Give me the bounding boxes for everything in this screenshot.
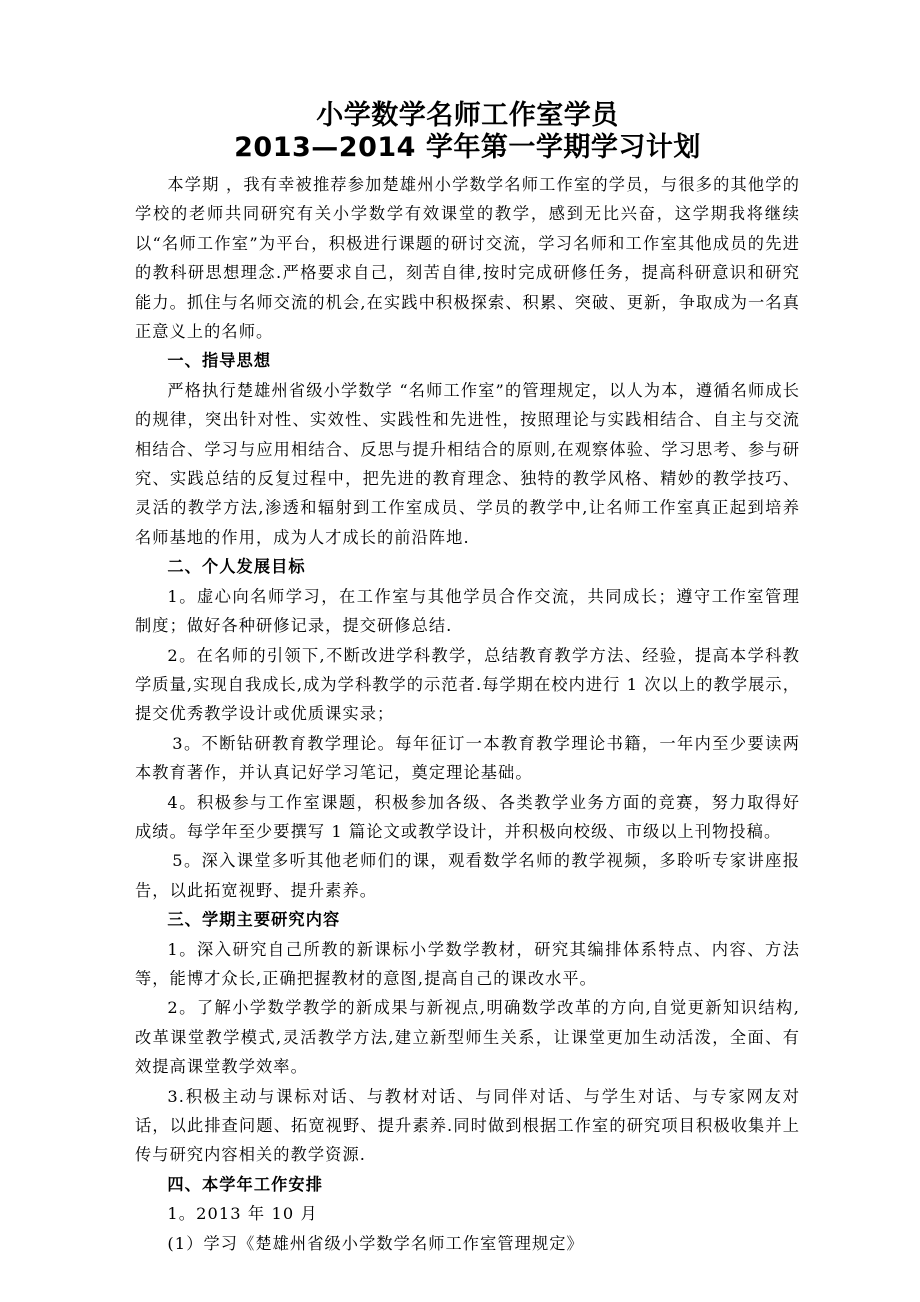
title-line-2: 2013—2014 学年第一学期学习计划 — [234, 132, 701, 163]
section2-paragraph: 5。深入课堂多听其他老师们的课，观看数学名师的教学视频，多聆听专家讲座报告，以此拓宽视野、提升素养。 — [135, 851, 800, 900]
title-line-1: 小学数学名师工作室学员 — [316, 100, 619, 131]
section2-paragraph: 2。在名师的引领下,不断改进学科教学，总结教育教学方法、经验，提高本学科教学质量,实现自我成长,成为学科教学的示范者.每学期在校内进行 1 次以上的教学展示，提交优秀教学设计或优质课实录； — [135, 645, 800, 724]
section-heading-guiding-thought: 一、指导思想 — [167, 351, 272, 371]
section4-paragraph: 1。2013 年 10 月 — [167, 1204, 318, 1224]
section-heading-research-content: 三、学期主要研究内容 — [167, 910, 341, 930]
section3-paragraph: 3.积极主动与课标对话、与教材对话、与同伴对话、与学生对话、与专家网友对话，以此排查问题、拓宽视野、提升素养.同时做到根据工作室的研究项目积极收集并上传与研究内容相关的教学资源. — [135, 1086, 800, 1165]
section2-paragraph: 3。不断钻研教育教学理论。每年征订一本教育教学理论书籍，一年内至少要读两本教育著作，并认真记好学习笔记，奠定理论基础。 — [135, 733, 800, 783]
section-heading-work-schedule: 四、本学年工作安排 — [167, 1174, 323, 1194]
intro-paragraph: 本学期 ，我有幸被推荐参加楚雄州小学数学名师工作室的学员，与很多的其他学的学校的老师共同研究有关小学数学有效课堂的教学，感到无比兴奋，这学期我将继续以“名师工作室”为平台，积极进行课题的研讨交流，学习名师和工作室其他成员的先进的教科研思想理念.严格要求自己，刻苦自律,按时完成研修任务，提高科研意识和研究能力。抓住与名师交流的机会,在实践中积极探索、积累、突破、更新，争取成为一名真正意义上的名师。 — [135, 175, 800, 342]
document-title — [135, 100, 800, 164]
section2-paragraph: 4。积极参与工作室课题，积极参加各级、各类教学业务方面的竞赛，努力取得好成绩。每学年至少要撰写 1 篇论文或教学设计，并积极向校级、市级以上刊物投稿。 — [135, 792, 800, 841]
section2-paragraph: 1。虚心向名师学习，在工作室与其他学员合作交流，共同成长；遵守工作室管理制度；做好各种研修记录，提交研修总结. — [135, 586, 800, 636]
section3-paragraph: 2。了解小学数学教学的新成果与新视点,明确数学改革的方向,自觉更新知识结构,改革课堂教学模式,灵活教学方法,建立新型师生关系，让课堂更加生动活泼，全面、有效提高课堂教学效率。 — [135, 998, 800, 1077]
section1-paragraph: 严格执行楚雄州省级小学数学 “名师工作室”的管理规定，以人为本，遵循名师成长的规律，突出针对性、实效性、实践性和先进性，按照理论与实践相结合、自主与交流相结合、学习与应用相结合、反思与提升相结合的原则,在观察体验、学习思考、参与研究、实践总结的反复过程中，把先进的教育理念、独特的教学风格、精妙的教学技巧、灵活的教学方法,渗透和辐射到工作室成员、学员的教学中,让名师工作室真正起到培养名师基地的作用，成为人才成长的前沿阵地. — [135, 380, 800, 547]
section4-paragraph: (1）学习《楚雄州省级小学数学名师工作室管理规定》 — [167, 1233, 584, 1253]
section3-paragraph: 1。深入研究自己所教的新课标小学数学教材，研究其编排体系特点、内容、方法等，能博才众长,正确把握教材的意图,提高自己的课改水平。 — [135, 939, 800, 988]
section-heading-personal-goals: 二、个人发展目标 — [167, 557, 306, 577]
